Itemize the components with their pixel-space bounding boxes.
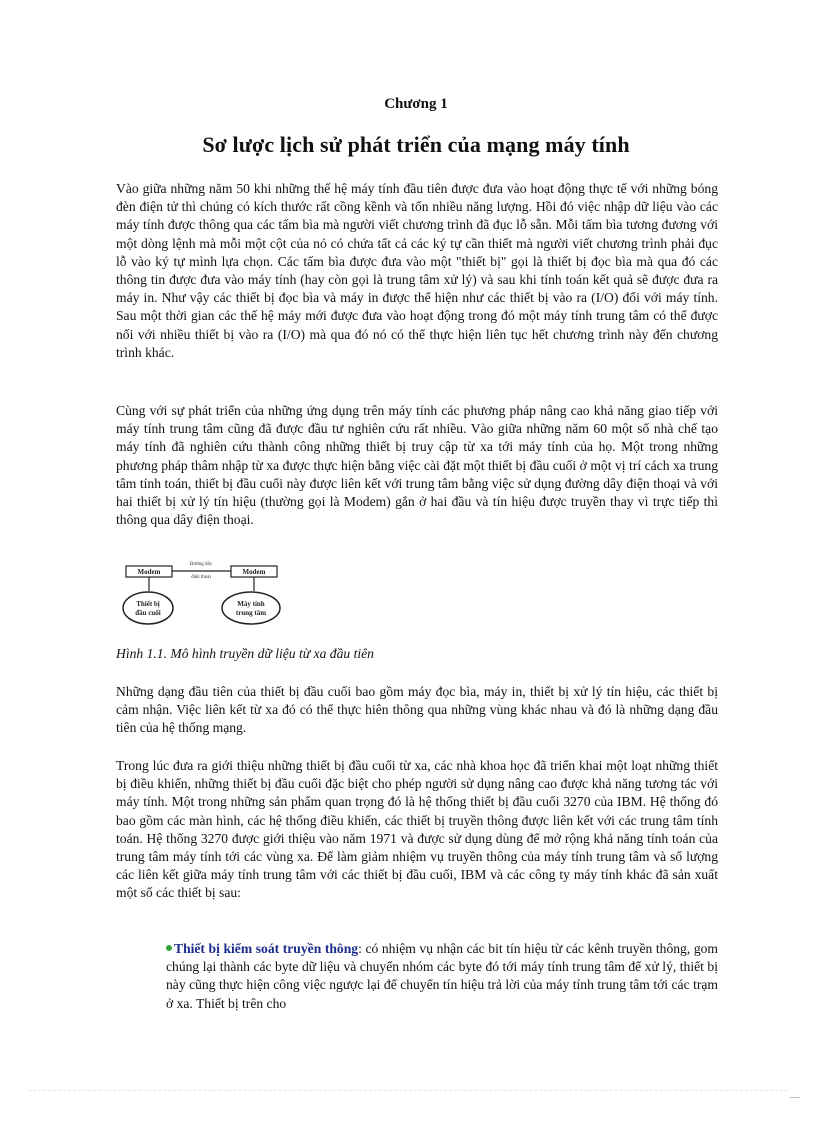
central-computer-node (222, 592, 280, 624)
phone-line-label-2: điện thoại (191, 575, 211, 580)
phone-line-label-1: Đường dây (189, 562, 213, 567)
page-title: Sơ lược lịch sử phát triển của mạng máy tính (202, 132, 630, 157)
figure-caption: Hình 1.1. Mô hình truyền dữ liệu từ xa đầu tiên (116, 646, 374, 661)
bullet-term: Thiết bị kiểm soát truyền thông (174, 941, 359, 956)
page-bottom-divider (28, 1090, 788, 1091)
terminal-label-1: Thiết bị (136, 600, 160, 608)
terminal-label-2: đầu cuối (135, 609, 161, 617)
modem-right-label: Modem (242, 568, 266, 576)
central-label-1: Máy tính (237, 600, 265, 608)
terminal-node (123, 592, 173, 624)
modem-left-label: Modem (137, 568, 161, 576)
paragraph-1: Vào giữa những năm 50 khi những thế hệ máy tính đầu tiên được đưa vào hoạt động thực tế với những bóng đèn điện tử thì chúng có kích thước rất cồng kềnh và tốn nhiều năng lượng. Hồi đó việc nhập dữ liệu vào các máy tính được thông qua các tấm bìa mà người viết chương trình đã đục lỗ sẵn. Mỗi tấm bìa tương đương với một dòng lệnh mà mỗi một cột của nó có chứa tất cả các ký tự cần thiết mà người viết chương trình phải đục lỗ vào ký tự mình lựa chọn. Các tấm bìa được đưa vào một "thiết bị" gọi là thiết bị đọc bìa mà qua đó các thông tin được đưa vào máy tính (hay còn gọi là trung tâm xử lý) và sau khi tính toán kết quả sẽ được đưa ra máy in. Như vậy các thiết bị đọc bìa và máy in được thể hiện như các thiết bị vào ra (I/O) đối với máy tính. Sau một thời gian các thế hệ máy mới được đưa vào hoạt động trong đó một máy tính trung tâm có thể được nối với nhiều thiết bị vào ra (I/O) mà qua đó nó có thể thực hiện liên tục hết chương trình này đến chương trình khác. (116, 181, 718, 360)
paragraph-2: Cùng với sự phát triển của những ứng dụng trên máy tính các phương pháp nâng cao khả năng giao tiếp với máy tính trung tâm cũng đã được đầu tư nghiên cứu rất nhiều. Vào giữa những năm 60 một số nhà chế tạo máy tính đã nghiên cứu thành công những thiết bị truy cập từ xa tới máy tính của họ. Một trong những phương pháp thâm nhập từ xa được thực hiện bằng việc cài đặt một thiết bị đầu cuối ở một vị trí cách xa trung tâm tính toán, thiết bị đầu cuối này được liên kết với trung tâm bằng việc sử dụng đường dây điện thoại và với hai thiết bị xử lý tín hiệu (thường gọi là Modem) gắn ở hai đầu và tín hiệu được truyền thay vì trực tiếp thì thông qua dây điện thoại. (116, 403, 718, 528)
paragraph-4: Trong lúc đưa ra giới thiệu những thiết bị đầu cuối từ xa, các nhà khoa học đã triển khai một loạt những thiết bị điều khiển, những thiết bị đầu cuối đặc biệt cho phép người sử dụng nâng cao được khả năng tương tác với máy tính. Một trong những sản phẩm quan trọng đó là hệ thống thiết bị đầu cuối 3270 của IBM. Hệ thống đó bao gồm các màn hình, các hệ thống điều khiển, các thiết bị truyền thông được liên kết với các trung tâm tính toán. Hệ thống 3270 được giới thiệu vào năm 1971 và được sử dụng dùng để mở rộng khả năng tính toán của trung tâm máy tính tới các vùng xa. Để làm giảm nhiệm vụ truyền thông của máy tính trung tâm và số lượng các liên kết giữa máy tính trung tâm với các thiết bị đầu cuối, IBM và các công ty máy tính khác đã sản xuất một số các thiết bị sau: (116, 758, 718, 901)
chapter-heading: Chương 1 (384, 96, 448, 112)
bullet-text: : có nhiệm vụ nhận các bit tín hiệu từ các kênh truyền thông, gom chúng lại thành các byte dữ liệu và chuyển nhóm các byte đó tới máy tính trung tâm để xử lý, thiết bị này cũng thực hiện công việc ngược lại để chuyển tín hiệu trả lời của máy tính trung tâm tới các trạm ở xa. Thiết bị trên cho (166, 941, 718, 1011)
bullet-item (166, 940, 718, 1013)
paragraph-3: Những dạng đầu tiên của thiết bị đầu cuối bao gồm máy đọc bìa, máy in, thiết bị xử lý tín hiệu, các thiết bị cảm nhận. Việc liên kết từ xa đó có thể thực hiên thông qua những vùng khác nhau và đó là những dạng đầu tiên của hệ thống mạng. (116, 684, 718, 736)
central-label-2: trung tâm (235, 609, 267, 617)
remote-data-diagram (118, 558, 288, 630)
bullet-icon (166, 945, 172, 951)
page-corner-mark (790, 1097, 800, 1098)
